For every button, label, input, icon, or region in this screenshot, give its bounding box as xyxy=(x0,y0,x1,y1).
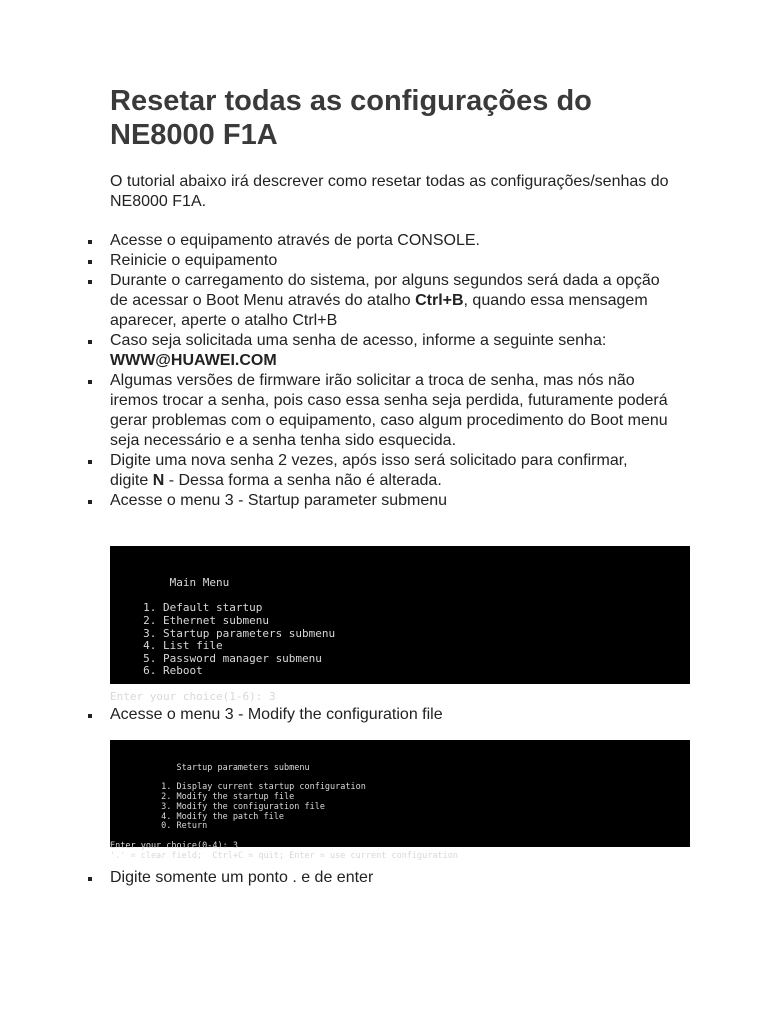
list-item xyxy=(84,331,670,371)
terminal-line: 6. Reboot xyxy=(110,664,203,678)
answer-bold: N xyxy=(152,472,165,489)
terminal-line: Enter your choice(0-4): 3 xyxy=(110,840,238,851)
shortcut-bold: Ctrl+B xyxy=(415,292,464,309)
step-text: Digite uma nova senha 2 vezes, após isso será solicitado para confirmar, digite xyxy=(110,452,628,489)
step-text: , quando essa mensagem aparecer, aperte o atalho Ctrl+B xyxy=(110,292,648,329)
steps-list xyxy=(84,231,670,511)
step-text: Caso seja solicitada uma senha de acesso, informe a seguinte senha: xyxy=(110,332,607,349)
terminal-line: 3. Modify the configuration file xyxy=(110,801,325,812)
step-text: - Dessa forma a senha não é alterada. xyxy=(164,472,442,489)
terminal-line: 5. Password manager submenu xyxy=(110,651,322,665)
terminal-line: 2. Modify the startup file xyxy=(110,791,295,802)
step-text: Acesse o menu 3 - Startup parameter submenu xyxy=(110,492,448,509)
terminal-line: Main Menu xyxy=(110,576,230,590)
step-text: Reinicie o equipamento xyxy=(110,252,278,269)
terminal-line xyxy=(110,678,690,691)
terminal-line: 0. Return xyxy=(110,821,208,832)
terminal-line: 3. Startup parameters submenu xyxy=(110,626,336,640)
step-text: Durante o carregamento do sistema, por alguns segundos será dada a opção de acessar o Boot Menu através do atalho xyxy=(110,272,660,309)
terminal-screenshot-startup-submenu xyxy=(110,740,690,861)
list-item xyxy=(84,491,670,511)
terminal-line: 2. Ethernet submenu xyxy=(110,613,269,627)
terminal-line: 4. Modify the patch file xyxy=(110,811,284,822)
list-item xyxy=(84,371,670,451)
terminal-line: 4. List file xyxy=(110,639,223,653)
terminal-line: Startup parameters submenu xyxy=(110,762,310,773)
list-item xyxy=(84,231,670,251)
list-item xyxy=(84,451,670,491)
step-text: Algumas versões de firmware irão solicitar a troca de senha, mas nós não iremos trocar a senha, pois caso essa senha seja perdida, futuramente poderá gerar problemas com o equipamento, caso algum procedimento do Boot menu seja necessário e a senha tenha sido esquecida. xyxy=(110,372,668,449)
list-item: Digite somente um ponto . e de enter xyxy=(84,868,670,888)
page-title: Resetar todas as configurações do NE8000 F1A xyxy=(110,85,592,151)
terminal-line: 1. Default startup xyxy=(110,601,263,615)
list-item xyxy=(84,271,670,331)
terminal-screenshot-main-menu xyxy=(110,546,690,703)
list-item: Acesse o menu 3 - Modify the configuration file xyxy=(84,705,670,725)
terminal-line: Enter your choice(1-6): 3 xyxy=(110,689,276,703)
password-bold: WWW@HUAWEI.COM xyxy=(110,352,277,369)
list-item xyxy=(84,251,670,271)
terminal-line: 1. Display current startup configuration xyxy=(110,782,366,793)
terminal-line: '.' = clear field; Ctrl+C = quit; Enter = use current configuration xyxy=(110,850,458,861)
intro-paragraph: O tutorial abaixo irá descrever como resetar todas as configurações/senhas do NE8000 F1A. xyxy=(110,173,669,210)
step-text: Acesse o equipamento através de porta CONSOLE. xyxy=(110,232,480,249)
